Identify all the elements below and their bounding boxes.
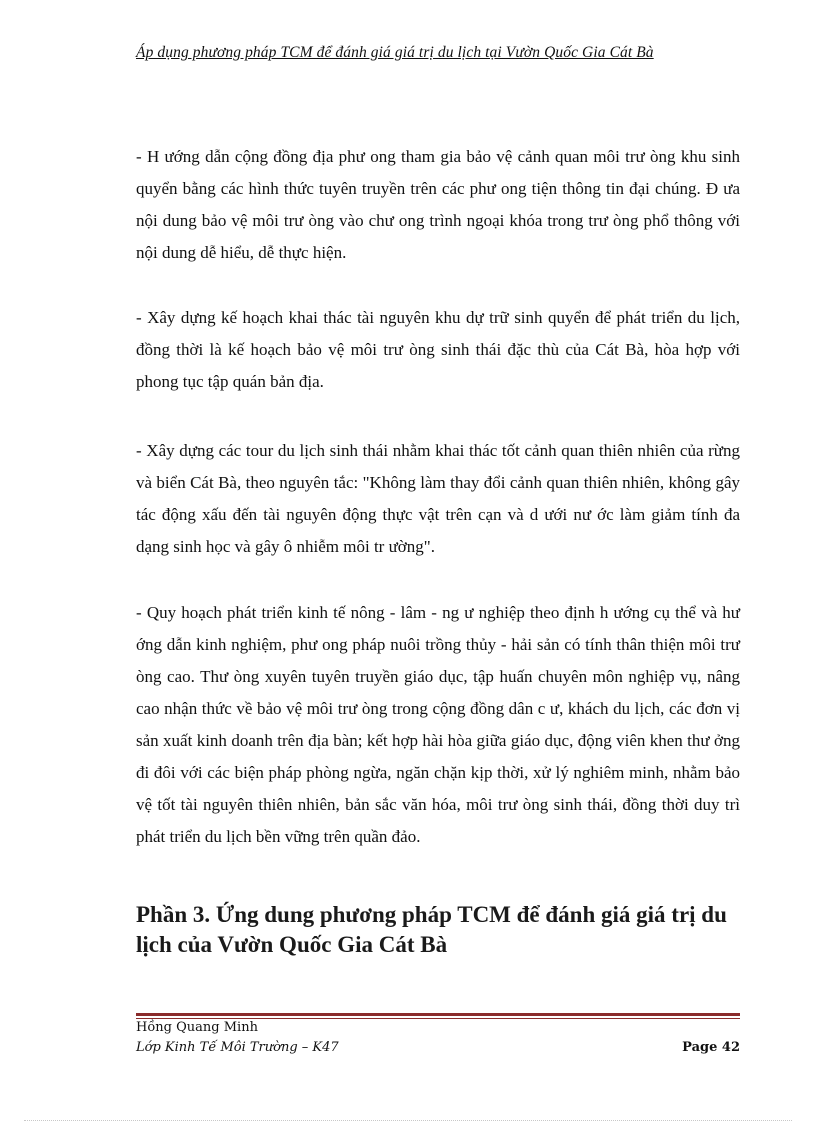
paragraph-economic-planning: - Quy hoạch phát triển kinh tế nông - lâm - ng ư nghiệp theo định h ướng cụ thể và hư ớng dẫn kinh nghiệm, phư ong pháp nuôi trồng thủy - hải sản có tính thân thiện môi trư òng cao. Thư òng xuyên tuyên truyền giáo dục, tập huấn chuyên môn nghiệp vụ, nâng cao nhận thức về bảo vệ môi trư òng trong cộng đồng dân c ư, khách du lịch, các đơn vị sản xuất kinh doanh trên địa bàn; kết hợp hài hòa giữa giáo dục, động viên khen thư ởng đi đôi với các biện pháp phòng ngừa, ngăn chặn kịp thời, xử lý nghiêm minh, nhằm bảo vệ tốt tài nguyên thiên nhiên, bản sắc văn hóa, môi trư òng sinh thái, đồng thời duy trì phát triển du lịch bền vững trên quần đảo. [136,603,740,846]
paragraph-eco-tours: - Xây dựng các tour du lịch sinh thái nhằm khai thác tốt cảnh quan thiên nhiên của rừng và biển Cát Bà, theo nguyên tắc: "Không làm thay đổi cảnh quan thiên nhiên, không gây tác động xấu đến tài nguyên động thực vật trên cạn và d ưới nư ớc làm giảm tính đa dạng sinh học và gây ô nhiễm môi tr ường". [136,441,740,556]
paragraph-resource-plan: - Xây dựng kế hoạch khai thác tài nguyên khu dự trữ sinh quyển để phát triển du lịch, đồng thời là kế hoạch bảo vệ môi trư òng sinh thái đặc thù của Cát Bà, hòa hợp với phong tục tập quán bản địa. [136,308,740,391]
footer-divider-thin [136,1018,740,1019]
footer-class: Lớp Kinh Tế Môi Trường – K47 [136,1040,339,1055]
footer-author: Hồng Quang Minh [136,1020,258,1035]
page-number: Page 42 [682,1040,740,1055]
running-header: Áp dụng phương pháp TCM để đánh giá giá trị du lịch tại Vườn Quốc Gia Cát Bà [136,44,654,61]
section-heading: Phần 3. Ứng dung phương pháp TCM để đánh giá giá trị du lịch của Vườn Quốc Gia Cát Bà [136,902,727,957]
footer-divider-thick [136,1013,740,1016]
paragraph-community-guidance: - H ướng dẫn cộng đồng địa phư ong tham gia bảo vệ cảnh quan môi trư òng khu sinh quyển bằng các hình thức tuyên truyền trên các phư ong tiện thông tin đại chúng. Đ ưa nội dung bảo vệ môi trư òng vào chư ong trình ngoại khóa trong trư òng phổ thông với nội dung dễ hiểu, dễ thực hiện. [136,147,740,262]
page-bottom-divider [24,1120,792,1121]
